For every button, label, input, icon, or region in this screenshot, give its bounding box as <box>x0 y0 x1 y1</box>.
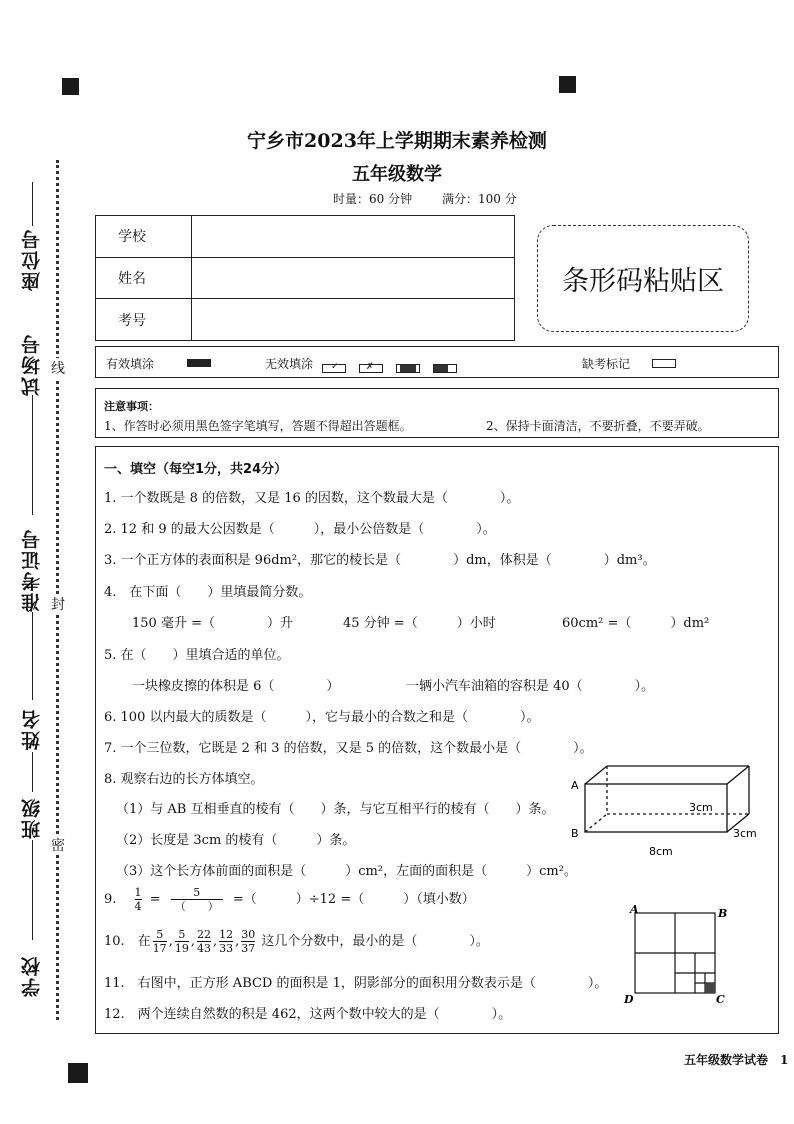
question-10-fractions: $\frac{5}{17}$ , $\frac{5}{19}$ , $\frac{22}{43}$ , $\frac{12}{33}$ , $\frac{30}{37}$ <box>152 928 256 955</box>
invalid-fill-samples: ✓ ✗ <box>322 358 457 377</box>
page-footer: 五年级数学试卷 1 <box>684 1053 789 1067</box>
question-8: 8. 观察右边的长方体填空。 <box>104 772 264 787</box>
sidebar-room-line <box>32 395 33 515</box>
question-4a: 150 毫升 =（ ）升 <box>132 616 293 631</box>
question-9-fraction-2: $\frac{5}{( )}$ <box>171 886 223 913</box>
question-9-rest: =（ ）÷12 =（ ）（填小数） <box>232 892 475 907</box>
invalid-fill-label: 无效填涂 <box>265 357 314 371</box>
sidebar-seat-label: 座位号 <box>21 228 43 291</box>
page-title: 宁乡市2023年上学期期末素养检测 <box>247 130 547 152</box>
name-field[interactable] <box>192 257 515 299</box>
question-9-fraction-1: $\frac{1}{4}$ <box>134 886 142 913</box>
question-10 <box>104 928 489 955</box>
sidebar-class-line <box>32 840 33 940</box>
notice-item-2: 2、保持卡面清洁，不要折叠，不要弄破。 <box>486 419 710 433</box>
absent-mark-box[interactable] <box>652 359 676 368</box>
square-figure <box>620 903 735 1008</box>
section-heading: 一、填空（每空1分，共24分） <box>104 462 288 477</box>
question-5: 5. 在（ ）里填合适的单位。 <box>104 648 290 663</box>
exam-number-field[interactable] <box>192 299 515 341</box>
question-6: 6. 100 以内最大的质数是（ ），它与最小的合数之和是（ ）。 <box>104 710 540 725</box>
binding-seal-top: 密 <box>51 835 65 855</box>
question-10-prefix: 10. 在 <box>104 934 151 949</box>
square-vertex-a: A <box>630 903 639 916</box>
cuboid-vertex-a: A <box>571 779 579 792</box>
question-5a: 一块橡皮擦的体积是 6（ ） <box>132 679 340 694</box>
binding-seal-mid: 封 <box>51 594 65 614</box>
registration-mark-top-center <box>559 76 576 93</box>
school-field[interactable] <box>192 216 515 258</box>
sidebar-room-label: 试场号 <box>21 333 43 396</box>
subject-title: 五年级数学 <box>352 164 442 185</box>
question-1: 1. 一个数既是 8 的倍数，又是 16 的因数，这个数最大是（ ）。 <box>104 491 520 506</box>
question-11: 11. 右图中，正方形 ABCD 的面积是 1，阴影部分的面积用分数表示是（ ）。 <box>104 976 608 991</box>
square-vertex-b: B <box>718 907 728 920</box>
question-8b: （2）长度是 3cm 的棱有（ ）条。 <box>116 833 356 848</box>
square-vertex-c: C <box>716 993 725 1006</box>
valid-fill-sample <box>187 359 211 367</box>
sidebar-seat-line <box>32 182 33 226</box>
question-8c: （3）这个长方体前面的面积是（ ）cm²，左面的面积是（ ）cm²。 <box>116 864 577 879</box>
barcode-label: 条形码粘贴区 <box>562 266 724 297</box>
question-8a: （1）与 AB 互相垂直的棱有（ ）条，与它互相平行的棱有（ ）条。 <box>116 802 555 817</box>
question-3: 3. 一个正方体的表面积是 96dm²，那它的棱长是（ ）dm，体积是（ ）dm³。 <box>104 553 656 568</box>
sidebar-school-label: 学校 <box>21 955 43 997</box>
name-label: 姓名 <box>96 257 192 299</box>
cuboid-figure <box>565 762 765 862</box>
question-12: 12. 两个连续自然数的积是 462，这两个数中较大的是（ ）。 <box>104 1007 512 1022</box>
question-4b: 45 分钟 =（ ）小时 <box>343 616 496 631</box>
valid-fill-label: 有效填涂 <box>106 357 155 371</box>
question-10-fraction: $\frac{12}{33}$ <box>219 928 234 955</box>
question-10-fraction: $\frac{22}{43}$ <box>196 928 211 955</box>
square-vertex-d: D <box>624 993 634 1006</box>
question-10-fraction: $\frac{5}{19}$ <box>174 928 189 955</box>
exam-number-label: 考号 <box>96 299 192 341</box>
sidebar-ticket-line <box>32 612 33 700</box>
barcode-area <box>537 225 749 332</box>
absent-mark-label: 缺考标记 <box>582 357 631 371</box>
binding-seal-line: 线 <box>51 358 65 378</box>
student-info-table <box>95 215 515 341</box>
question-10-fraction: $\frac{5}{17}$ <box>152 928 167 955</box>
cuboid-width-label: 3cm <box>733 827 757 840</box>
registration-mark-bottom-left <box>68 1063 88 1083</box>
question-10-fraction: $\frac{30}{37}$ <box>241 928 256 955</box>
sidebar-name-label: 姓名 <box>21 708 43 750</box>
exam-score: 满分：100 分 <box>442 192 517 206</box>
question-4: 4. 在下面（ ）里填最简分数。 <box>104 585 312 600</box>
sidebar-name-line <box>32 752 33 792</box>
registration-mark-top-left <box>62 78 79 95</box>
exam-time: 时量：60 分钟 <box>333 192 413 206</box>
question-9: 9. $\frac{1}{4}$ = $\frac{5}{( )}$ =（ ）÷12 =（ ）（填小数） <box>104 886 475 913</box>
question-9-prefix: 9. <box>104 892 117 907</box>
cuboid-height-label: 3cm <box>689 801 713 814</box>
question-5b: 一辆小汽车油箱的容积是 40（ ）。 <box>406 679 655 694</box>
school-label: 学校 <box>96 216 192 258</box>
notice-title: 注意事项： <box>104 400 159 413</box>
question-4c: 60cm² =（ ）dm² <box>562 616 710 631</box>
question-10-rest: 这几个分数中，最小的是（ ）。 <box>261 934 489 949</box>
question-7: 7. 一个三位数，它既是 2 和 3 的倍数，又是 5 的倍数，这个数最小是（ ）。 <box>104 741 593 756</box>
cuboid-vertex-b: B <box>571 827 579 840</box>
sidebar-ticket-label: 准考证号 <box>21 528 43 612</box>
binding-dotted-line <box>56 160 59 1020</box>
notice-item-1: 1、作答时必须用黑色签字笔填写，答题不得超出答题框。 <box>104 419 412 433</box>
shaded-region <box>705 983 715 993</box>
cuboid-length-label: 8cm <box>649 845 673 858</box>
sidebar-class-label: 班级 <box>21 797 43 839</box>
question-2: 2. 12 和 9 的最大公因数是（ ），最小公倍数是（ ）。 <box>104 522 496 537</box>
